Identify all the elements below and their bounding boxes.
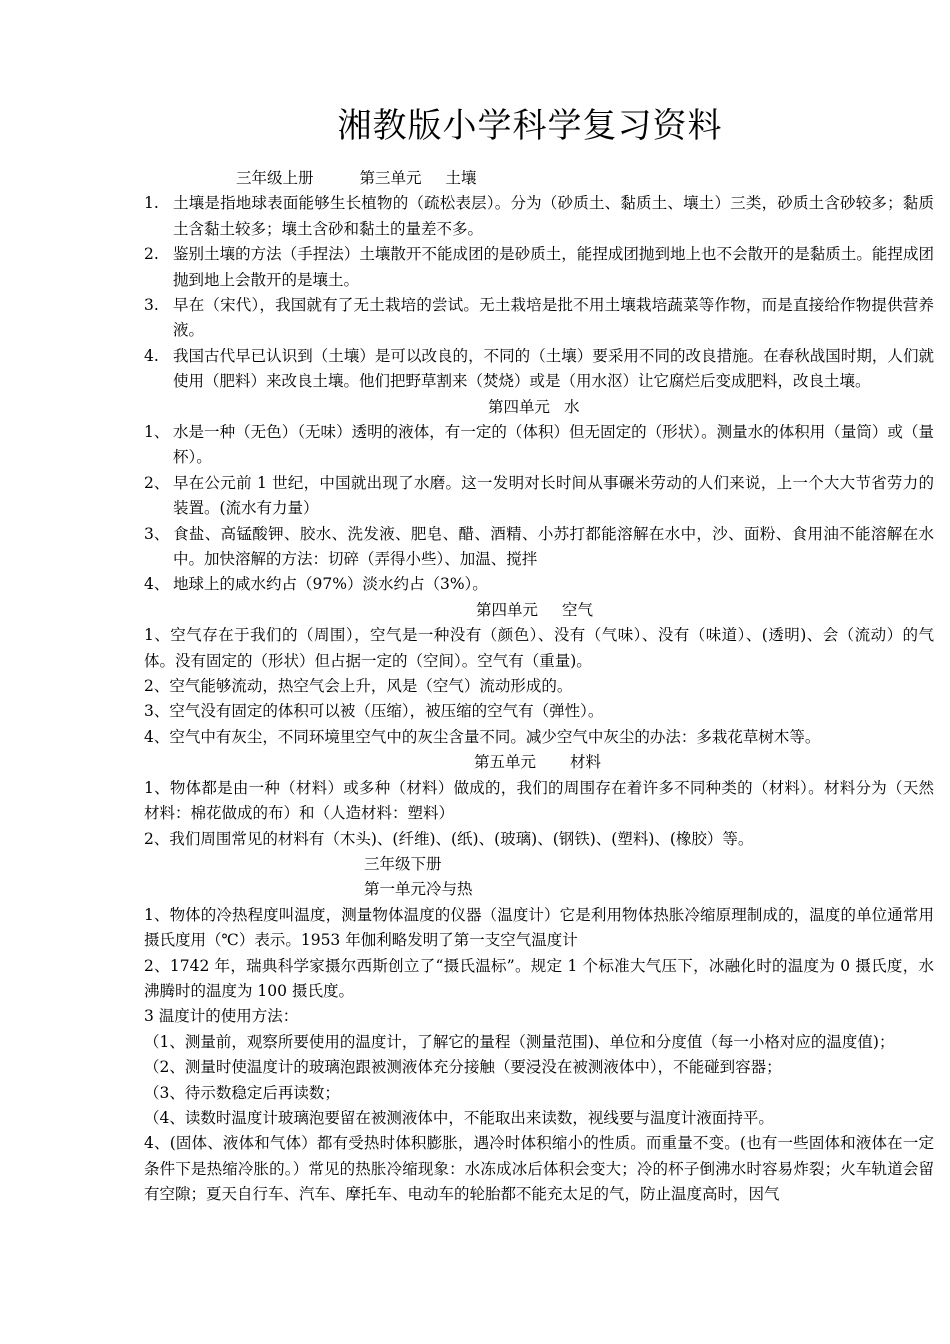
grade-label: 三年级上册 [236, 169, 314, 187]
item-text: 水是一种（无色）（无味）透明的液体，有一定的（体积）但无固定的（形状）。测量水的体积用（量筒）或（量杯）。 [173, 423, 934, 467]
unit-topic: 水 [564, 397, 580, 416]
unit-label: 第五单元 [474, 753, 537, 772]
item-text: 土壤是指地球表面能够生长植物的（疏松表层）。分为（砂质土、黏质土、壤土）三类，砂质土含砂较多；黏质土含黏土较多；壤土含砂和黏土的量差不多。 [173, 194, 934, 238]
item-number: 3、 [144, 524, 170, 543]
list-item [144, 344, 934, 395]
item-text: 早在公元前 1 世纪，中国就出现了水磨。这一发明对长时间从事碾米劳动的人们来说，上一个大大节省劳力的装置。(流水有力量） [173, 473, 934, 518]
paragraph: 1、物体的冷热程度叫温度，测量物体温度的仪器（温度计）它是利用物体热胀冷缩原理制成的，温度的单位通常用摄氏度用（℃）表示。1953 年伽利略发明了第一支空气温度计 [144, 905, 934, 950]
item-text: 地球上的咸水约占（97%）淡水约占（3%）。 [173, 575, 488, 594]
unit-topic: 土壤 [445, 169, 477, 187]
paragraph: 3 温度计的使用方法： [144, 1007, 299, 1026]
list-item [144, 572, 934, 597]
item-number: 1、 [144, 423, 170, 442]
item-text: 鉴别土壤的方法（手捏法）土壤散开不能成团的是砂质土，能捏成团抛到地上也不会散开的是黏质土。能捏成团抛到地上会散开的是壤土。 [173, 245, 934, 289]
unit-topic: 材料 [570, 753, 602, 772]
paragraph: 2、空气能够流动，热空气会上升，风是（空气）流动形成的。 [144, 677, 573, 696]
paragraph: 1、空气存在于我们的（周围），空气是一种没有（颜色）、没有（气味）、没有（味道）、(透明)、会（流动）的气体。没有固定的（形状）但占据一定的（空间）。空气有（重量)。 [144, 626, 934, 670]
section-heading-soil [144, 166, 934, 191]
section-heading-heat [144, 877, 934, 902]
item-number: 1. [144, 194, 159, 213]
item-number: 4. [144, 346, 159, 365]
paragraph: （3、待示数稳定后再读数； [144, 1083, 340, 1102]
item-number: 3. [144, 296, 159, 315]
paragraph: （4、读数时温度计玻璃泡要留在被测液体中，不能取出来读数，视线要与温度计液面持平。 [144, 1108, 774, 1127]
document-body [144, 166, 934, 1208]
paragraph: 4、空气中有灰尘，不同环境里空气中的灰尘含量不同。减少空气中灰尘的办法：多栽花草树木等。 [144, 727, 821, 746]
unit-label: 第一单元冷与热 [364, 880, 473, 899]
item-number: 4、 [144, 575, 170, 594]
list-item [144, 471, 934, 522]
grade-heading [144, 852, 934, 877]
section-heading-air [144, 598, 934, 623]
paragraph: （2、测量时使温度计的玻璃泡跟被测液体充分接触（要浸没在被测液体中），不能碰到容器； [144, 1058, 782, 1077]
item-text: 食盐、高锰酸钾、胶水、洗发液、肥皂、醋、酒精、小苏打都能溶解在水中，沙、面粉、食用油不能溶解在水中。加快溶解的方法：切碎（弄得小些）、加温、搅拌 [173, 524, 934, 569]
item-number: 2、 [144, 473, 170, 492]
paragraph: 2、1742 年，瑞典科学家摄尔西斯创立了“摄氏温标”。规定 1 个标准大气压下，冰融化时的温度为 0 摄氏度，水沸腾时的温度为 100 摄氏度。 [144, 956, 934, 1000]
document-title: 湘教版小学科学复习资料 [337, 106, 723, 146]
paragraph: 1、物体都是由一种（材料）或多种（材料）做成的，我们的周围存在着许多不同种类的（材料）。材料分为（天然材料：棉花做成的布）和（人造材料：塑料） [144, 778, 934, 823]
grade-label: 三年级下册 [364, 854, 442, 873]
unit-label: 第四单元 [476, 600, 539, 619]
list-item [144, 420, 934, 471]
paragraph: 3、空气没有固定的体积可以被（压缩），被压缩的空气有（弹性）。 [144, 702, 604, 721]
paragraph: 4、(固体、液体和气体）都有受热时体积膨胀，遇冷时体积缩小的性质。而重量不变。(也有一些固体和液体在一定条件下是热缩冷胀的。）常见的热胀冷缩现象：水冻成冰后体积会变大；冷的杯子倒沸水时容易炸裂；火车轨道会留有空隙；夏天自行车、汽车、摩托车、电动车的轮胎都不能充太足的气，防止温度高时，因气 [144, 1134, 934, 1204]
unit-label: 第三单元 [359, 169, 422, 187]
paragraph: （1、测量前，观察所要使用的温度计，了解它的量程（测量范围)、单位和分度值（每一小格对应的温度值)； [144, 1032, 895, 1051]
list-item [144, 242, 934, 293]
item-text: 我国古代早已认识到（土壤）是可以改良的，不同的（土壤）要采用不同的改良措施。在春秋战国时期，人们就使用（肥料）来改良土壤。他们把野草割来（焚烧）或是（用水沤）让它腐烂后变成肥料，改良土壤。 [173, 346, 934, 391]
paragraph: 2、我们周围常见的材料有（木头)、(纤维)、(纸)、(玻璃)、(钢铁)、(塑料)、(橡胶）等。 [144, 829, 754, 848]
unit-label: 第四单元 [488, 397, 551, 416]
section-heading-water [144, 395, 934, 420]
unit-topic: 空气 [562, 600, 594, 619]
list-item [144, 191, 934, 242]
section-heading-materials [144, 750, 934, 775]
list-item [144, 522, 934, 573]
list-item [144, 293, 934, 344]
item-number: 2. [144, 245, 159, 264]
item-text: 早在（宋代），我国就有了无土栽培的尝试。无土栽培是批不用土壤栽培蔬菜等作物，而是直接给作物提供营养液。 [173, 296, 934, 340]
